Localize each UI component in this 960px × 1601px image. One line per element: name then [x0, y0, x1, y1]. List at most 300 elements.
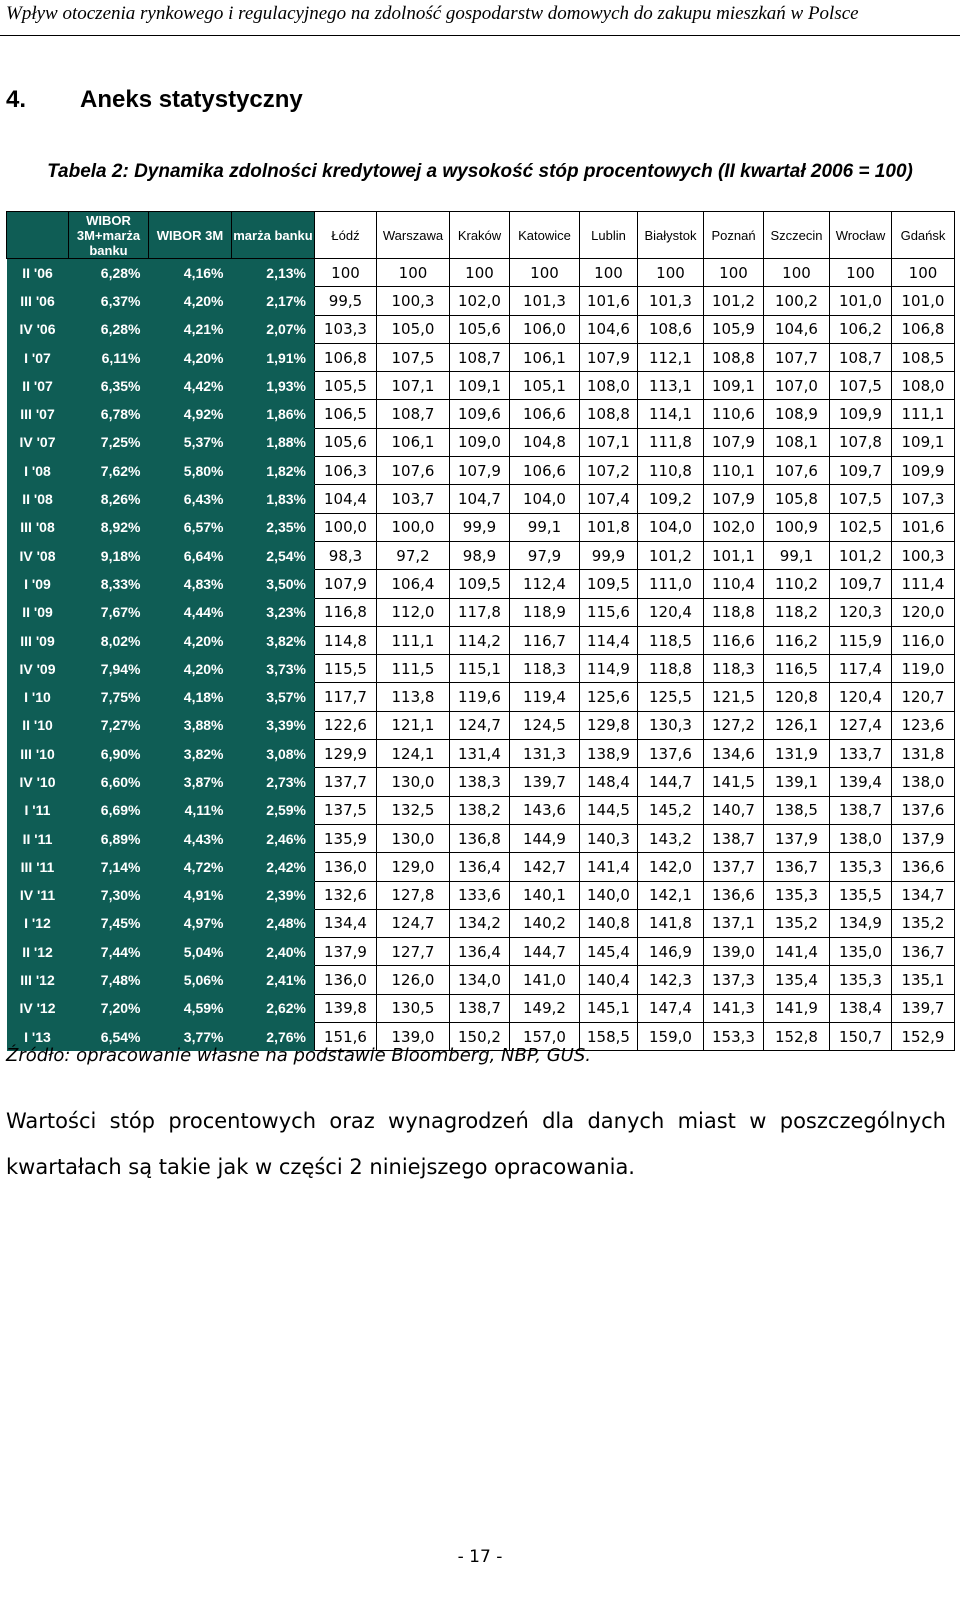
rate-cell: 6,28%	[69, 315, 149, 343]
table-header-row	[7, 212, 955, 259]
rate-cell: 2,40%	[232, 938, 315, 966]
index-cell: 125,6	[580, 683, 638, 711]
index-cell: 140,8	[580, 909, 638, 937]
quarter-cell: IV '07	[7, 428, 69, 456]
rate-cell: 2,35%	[232, 513, 315, 541]
index-cell: 99,1	[510, 513, 580, 541]
index-cell: 111,4	[892, 570, 955, 598]
rate-cell: 7,30%	[69, 881, 149, 909]
quarter-cell: III '07	[7, 400, 69, 428]
index-cell: 106,1	[510, 343, 580, 371]
index-cell: 102,0	[450, 287, 510, 315]
index-cell: 130,0	[377, 824, 450, 852]
index-cell: 131,9	[764, 740, 830, 768]
table-row	[7, 343, 955, 371]
rate-cell: 4,21%	[149, 315, 232, 343]
index-cell: 129,8	[580, 711, 638, 739]
index-cell: 142,3	[638, 966, 704, 994]
index-cell: 135,2	[892, 909, 955, 937]
index-cell: 109,1	[892, 428, 955, 456]
index-cell: 136,4	[450, 853, 510, 881]
rate-cell: 4,18%	[149, 683, 232, 711]
index-cell: 109,1	[450, 372, 510, 400]
rate-cell: 1,88%	[232, 428, 315, 456]
index-cell: 137,3	[704, 966, 764, 994]
rate-cell: 1,86%	[232, 400, 315, 428]
table-row	[7, 796, 955, 824]
table-row	[7, 400, 955, 428]
rate-cell: 2,17%	[232, 287, 315, 315]
rate-cell: 2,62%	[232, 994, 315, 1022]
index-cell: 108,8	[704, 343, 764, 371]
index-cell: 127,4	[830, 711, 892, 739]
index-cell: 104,0	[638, 513, 704, 541]
index-cell: 107,5	[830, 372, 892, 400]
index-cell: 105,9	[704, 315, 764, 343]
index-cell: 107,9	[450, 457, 510, 485]
rate-cell: 2,54%	[232, 541, 315, 569]
index-cell: 116,7	[510, 626, 580, 654]
index-cell: 107,6	[377, 457, 450, 485]
rate-cell: 6,11%	[69, 343, 149, 371]
index-cell: 129,0	[377, 853, 450, 881]
index-cell: 135,0	[830, 938, 892, 966]
statistics-table	[6, 211, 955, 1051]
index-cell: 100	[580, 259, 638, 287]
rate-cell: 2,46%	[232, 824, 315, 852]
index-cell: 104,6	[580, 315, 638, 343]
index-cell: 142,7	[510, 853, 580, 881]
table-row	[7, 372, 955, 400]
index-cell: 113,8	[377, 683, 450, 711]
table-row	[7, 428, 955, 456]
table-row	[7, 598, 955, 626]
index-cell: 135,9	[315, 824, 377, 852]
index-cell: 131,4	[450, 740, 510, 768]
section-title: Aneks statystyczny	[80, 86, 303, 113]
index-cell: 106,5	[315, 400, 377, 428]
header-cell: Szczecin	[764, 212, 830, 259]
index-cell: 127,7	[377, 938, 450, 966]
index-cell: 98,9	[450, 541, 510, 569]
index-cell: 116,6	[704, 626, 764, 654]
rate-cell: 4,20%	[149, 343, 232, 371]
index-cell: 108,9	[764, 400, 830, 428]
index-cell: 101,2	[704, 287, 764, 315]
index-cell: 100	[892, 259, 955, 287]
quarter-cell: IV '09	[7, 655, 69, 683]
index-cell: 99,5	[315, 287, 377, 315]
index-cell: 120,3	[830, 598, 892, 626]
table-row	[7, 881, 955, 909]
index-cell: 140,0	[580, 881, 638, 909]
table-row	[7, 938, 955, 966]
index-cell: 106,4	[377, 570, 450, 598]
table-row	[7, 315, 955, 343]
index-cell: 102,5	[830, 513, 892, 541]
index-cell: 136,6	[892, 853, 955, 881]
index-cell: 117,7	[315, 683, 377, 711]
rate-cell: 2,42%	[232, 853, 315, 881]
rate-cell: 3,39%	[232, 711, 315, 739]
index-cell: 151,6	[315, 1023, 377, 1051]
index-cell: 140,2	[510, 909, 580, 937]
index-cell: 115,5	[315, 655, 377, 683]
index-cell: 100,0	[377, 513, 450, 541]
index-cell: 138,5	[764, 796, 830, 824]
index-cell: 117,4	[830, 655, 892, 683]
index-cell: 107,9	[704, 428, 764, 456]
index-cell: 101,8	[580, 513, 638, 541]
rate-cell: 4,92%	[149, 400, 232, 428]
index-cell: 114,9	[580, 655, 638, 683]
index-cell: 141,9	[764, 994, 830, 1022]
rate-cell: 5,80%	[149, 457, 232, 485]
rate-cell: 6,64%	[149, 541, 232, 569]
index-cell: 103,3	[315, 315, 377, 343]
rate-cell: 8,92%	[69, 513, 149, 541]
rate-cell: 7,67%	[69, 598, 149, 626]
index-cell: 133,6	[450, 881, 510, 909]
index-cell: 107,5	[830, 485, 892, 513]
index-cell: 109,7	[830, 570, 892, 598]
header-cell-quarter	[7, 212, 69, 259]
index-cell: 138,7	[704, 824, 764, 852]
index-cell: 108,1	[764, 428, 830, 456]
index-cell: 136,7	[764, 853, 830, 881]
rate-cell: 3,57%	[232, 683, 315, 711]
index-cell: 159,0	[638, 1023, 704, 1051]
index-cell: 104,7	[450, 485, 510, 513]
index-cell: 130,0	[377, 768, 450, 796]
rate-cell: 8,33%	[69, 570, 149, 598]
header-cell: Kraków	[450, 212, 510, 259]
index-cell: 100	[830, 259, 892, 287]
rate-cell: 2,07%	[232, 315, 315, 343]
table-row	[7, 655, 955, 683]
index-cell: 134,6	[704, 740, 764, 768]
quarter-cell: II '07	[7, 372, 69, 400]
index-cell: 106,6	[510, 457, 580, 485]
index-cell: 126,1	[764, 711, 830, 739]
index-cell: 142,0	[638, 853, 704, 881]
index-cell: 114,1	[638, 400, 704, 428]
quarter-cell: II '10	[7, 711, 69, 739]
index-cell: 104,6	[764, 315, 830, 343]
index-cell: 106,6	[510, 400, 580, 428]
rate-cell: 4,72%	[149, 853, 232, 881]
table-row	[7, 740, 955, 768]
index-cell: 108,0	[892, 372, 955, 400]
index-cell: 110,2	[764, 570, 830, 598]
table-row	[7, 457, 955, 485]
index-cell: 113,1	[638, 372, 704, 400]
index-cell: 119,0	[892, 655, 955, 683]
rate-cell: 4,97%	[149, 909, 232, 937]
page-number: - 17 -	[457, 1547, 503, 1567]
index-cell: 147,4	[638, 994, 704, 1022]
index-cell: 106,2	[830, 315, 892, 343]
index-cell: 108,7	[450, 343, 510, 371]
index-cell: 115,6	[580, 598, 638, 626]
index-cell: 120,4	[830, 683, 892, 711]
index-cell: 134,2	[450, 909, 510, 937]
index-cell: 118,3	[510, 655, 580, 683]
index-cell: 100,0	[315, 513, 377, 541]
index-cell: 114,2	[450, 626, 510, 654]
index-cell: 139,7	[892, 994, 955, 1022]
rate-cell: 3,82%	[149, 740, 232, 768]
index-cell: 137,9	[892, 824, 955, 852]
index-cell: 110,8	[638, 457, 704, 485]
index-cell: 101,6	[892, 513, 955, 541]
quarter-cell: IV '11	[7, 881, 69, 909]
rate-cell: 6,60%	[69, 768, 149, 796]
index-cell: 118,2	[764, 598, 830, 626]
index-cell: 134,7	[892, 881, 955, 909]
rate-cell: 3,82%	[232, 626, 315, 654]
index-cell: 101,3	[638, 287, 704, 315]
index-cell: 109,1	[704, 372, 764, 400]
index-cell: 109,9	[830, 400, 892, 428]
index-cell: 116,0	[892, 626, 955, 654]
rate-cell: 2,13%	[232, 259, 315, 287]
index-cell: 106,8	[315, 343, 377, 371]
index-cell: 125,5	[638, 683, 704, 711]
header-cell: Katowice	[510, 212, 580, 259]
quarter-cell: IV '12	[7, 994, 69, 1022]
index-cell: 139,0	[704, 938, 764, 966]
index-cell: 109,0	[450, 428, 510, 456]
index-cell: 107,0	[764, 372, 830, 400]
index-cell: 107,7	[764, 343, 830, 371]
rate-cell: 7,27%	[69, 711, 149, 739]
rate-cell: 7,94%	[69, 655, 149, 683]
rate-cell: 3,77%	[149, 1023, 232, 1051]
index-cell: 118,3	[704, 655, 764, 683]
index-cell: 150,2	[450, 1023, 510, 1051]
index-cell: 121,1	[377, 711, 450, 739]
rate-cell: 7,14%	[69, 853, 149, 881]
index-cell: 135,5	[830, 881, 892, 909]
index-cell: 138,2	[450, 796, 510, 824]
index-cell: 138,9	[580, 740, 638, 768]
index-cell: 109,7	[830, 457, 892, 485]
index-cell: 100,3	[377, 287, 450, 315]
index-cell: 130,3	[638, 711, 704, 739]
index-cell: 116,2	[764, 626, 830, 654]
index-cell: 135,2	[764, 909, 830, 937]
rate-cell: 4,20%	[149, 287, 232, 315]
index-cell: 124,7	[377, 909, 450, 937]
rate-cell: 2,48%	[232, 909, 315, 937]
index-cell: 111,1	[892, 400, 955, 428]
quarter-cell: I '07	[7, 343, 69, 371]
index-cell: 99,9	[450, 513, 510, 541]
index-cell: 103,7	[377, 485, 450, 513]
header-cell: Lublin	[580, 212, 638, 259]
index-cell: 100	[704, 259, 764, 287]
index-cell: 138,7	[830, 796, 892, 824]
rate-cell: 9,18%	[69, 541, 149, 569]
index-cell: 100,3	[892, 541, 955, 569]
index-cell: 109,9	[892, 457, 955, 485]
rate-cell: 7,75%	[69, 683, 149, 711]
index-cell: 124,1	[377, 740, 450, 768]
body-paragraph: Wartości stóp procentowych oraz wynagrodzeń dla danych miast w poszczególnych kwartałach są takie jak w części 2 niniejszego opracowania.	[6, 1109, 946, 1179]
rate-cell: 5,37%	[149, 428, 232, 456]
rate-cell: 4,20%	[149, 626, 232, 654]
index-cell: 141,0	[510, 966, 580, 994]
index-cell: 120,8	[764, 683, 830, 711]
index-cell: 100	[638, 259, 704, 287]
table-row	[7, 626, 955, 654]
index-cell: 144,9	[510, 824, 580, 852]
rate-cell: 5,04%	[149, 938, 232, 966]
index-cell: 145,2	[638, 796, 704, 824]
index-cell: 100	[764, 259, 830, 287]
section-heading	[6, 86, 906, 122]
header-cell: Wrocław	[830, 212, 892, 259]
index-cell: 152,8	[764, 1023, 830, 1051]
quarter-cell: II '06	[7, 259, 69, 287]
quarter-cell: III '08	[7, 513, 69, 541]
quarter-cell: I '13	[7, 1023, 69, 1051]
index-cell: 140,7	[704, 796, 764, 824]
index-cell: 134,0	[450, 966, 510, 994]
index-cell: 107,9	[580, 343, 638, 371]
header-cell: Białystok	[638, 212, 704, 259]
quarter-cell: IV '08	[7, 541, 69, 569]
index-cell: 107,4	[580, 485, 638, 513]
index-cell: 97,9	[510, 541, 580, 569]
quarter-cell: III '12	[7, 966, 69, 994]
quarter-cell: II '09	[7, 598, 69, 626]
index-cell: 143,6	[510, 796, 580, 824]
section-number: 4.	[6, 86, 27, 113]
index-cell: 109,6	[450, 400, 510, 428]
rate-cell: 3,50%	[232, 570, 315, 598]
index-cell: 136,6	[704, 881, 764, 909]
index-cell: 132,5	[377, 796, 450, 824]
index-cell: 101,0	[892, 287, 955, 315]
index-cell: 104,4	[315, 485, 377, 513]
index-cell: 111,1	[377, 626, 450, 654]
rate-cell: 6,78%	[69, 400, 149, 428]
index-cell: 137,9	[315, 938, 377, 966]
index-cell: 135,3	[830, 853, 892, 881]
rate-cell: 7,44%	[69, 938, 149, 966]
index-cell: 106,3	[315, 457, 377, 485]
index-cell: 139,8	[315, 994, 377, 1022]
rate-cell: 4,11%	[149, 796, 232, 824]
index-cell: 107,8	[830, 428, 892, 456]
table-caption: Tabela 2: Dynamika zdolności kredytowej a wysokość stóp procentowych (II kwartał 2006 = 100)	[47, 161, 913, 182]
rate-cell: 3,88%	[149, 711, 232, 739]
index-cell: 143,2	[638, 824, 704, 852]
index-cell: 110,6	[704, 400, 764, 428]
table-header	[7, 212, 955, 259]
rate-cell: 4,16%	[149, 259, 232, 287]
table-row	[7, 259, 955, 287]
rate-cell: 6,37%	[69, 287, 149, 315]
index-cell: 141,8	[638, 909, 704, 937]
index-cell: 112,1	[638, 343, 704, 371]
index-cell: 122,6	[315, 711, 377, 739]
quarter-cell: III '10	[7, 740, 69, 768]
index-cell: 121,5	[704, 683, 764, 711]
rate-cell: 4,43%	[149, 824, 232, 852]
index-cell: 136,0	[315, 853, 377, 881]
index-cell: 149,2	[510, 994, 580, 1022]
index-cell: 108,0	[580, 372, 638, 400]
quarter-cell: II '12	[7, 938, 69, 966]
table-body	[7, 259, 955, 1051]
index-cell: 144,5	[580, 796, 638, 824]
index-cell: 101,3	[510, 287, 580, 315]
rate-cell: 7,62%	[69, 457, 149, 485]
index-cell: 137,9	[764, 824, 830, 852]
index-cell: 105,6	[450, 315, 510, 343]
index-cell: 108,7	[377, 400, 450, 428]
index-cell: 100	[377, 259, 450, 287]
index-cell: 120,4	[638, 598, 704, 626]
index-cell: 107,9	[315, 570, 377, 598]
index-cell: 115,1	[450, 655, 510, 683]
header-cell: Gdańsk	[892, 212, 955, 259]
index-cell: 120,7	[892, 683, 955, 711]
index-cell: 141,4	[764, 938, 830, 966]
quarter-cell: III '11	[7, 853, 69, 881]
quarter-cell: IV '10	[7, 768, 69, 796]
index-cell: 140,1	[510, 881, 580, 909]
index-cell: 137,6	[892, 796, 955, 824]
index-cell: 134,4	[315, 909, 377, 937]
index-cell: 108,5	[892, 343, 955, 371]
rate-cell: 1,93%	[232, 372, 315, 400]
index-cell: 138,0	[830, 824, 892, 852]
index-cell: 135,3	[764, 881, 830, 909]
index-cell: 119,4	[510, 683, 580, 711]
index-cell: 116,8	[315, 598, 377, 626]
table-row	[7, 570, 955, 598]
quarter-cell: I '08	[7, 457, 69, 485]
rate-cell: 7,25%	[69, 428, 149, 456]
index-cell: 137,6	[638, 740, 704, 768]
index-cell: 105,8	[764, 485, 830, 513]
index-cell: 105,1	[510, 372, 580, 400]
index-cell: 101,1	[704, 541, 764, 569]
rate-cell: 7,45%	[69, 909, 149, 937]
index-cell: 130,5	[377, 994, 450, 1022]
index-cell: 145,1	[580, 994, 638, 1022]
index-cell: 136,4	[450, 938, 510, 966]
rate-cell: 2,73%	[232, 768, 315, 796]
rate-cell: 6,57%	[149, 513, 232, 541]
rate-cell: 4,83%	[149, 570, 232, 598]
index-cell: 127,2	[704, 711, 764, 739]
index-cell: 109,2	[638, 485, 704, 513]
index-cell: 139,7	[510, 768, 580, 796]
index-cell: 105,0	[377, 315, 450, 343]
index-cell: 105,5	[315, 372, 377, 400]
index-cell: 137,7	[704, 853, 764, 881]
index-cell: 141,5	[704, 768, 764, 796]
index-cell: 108,8	[580, 400, 638, 428]
index-cell: 107,1	[377, 372, 450, 400]
index-cell: 157,0	[510, 1023, 580, 1051]
index-cell: 139,4	[830, 768, 892, 796]
